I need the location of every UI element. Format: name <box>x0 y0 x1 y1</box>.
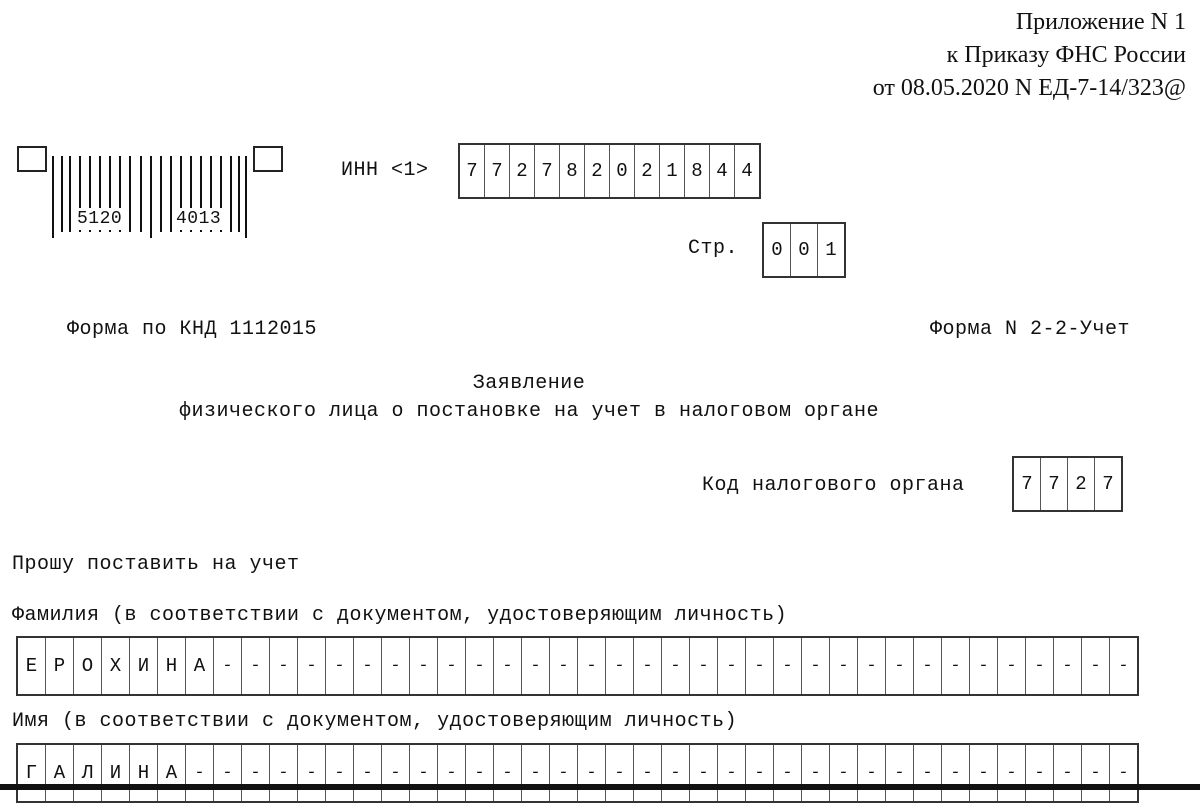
appendix-line-3: от 08.05.2020 N ЕД-7-14/323@ <box>872 75 1186 101</box>
inn-digit-cell: 2 <box>509 145 534 197</box>
inn-digit-cell: 2 <box>634 145 659 197</box>
surname-letter-cell: - <box>353 638 381 694</box>
first-name-letter-cell: - <box>353 745 381 801</box>
surname-letter-cell: - <box>437 638 465 694</box>
first-name-letter-cell: - <box>801 745 829 801</box>
first-name-letter-cell: Л <box>73 745 101 801</box>
surname-letter-cell: - <box>773 638 801 694</box>
first-name-letter-cell: - <box>997 745 1025 801</box>
surname-field[interactable] <box>16 636 1139 696</box>
barcode-bar <box>61 156 63 232</box>
first-name-letter-cell: И <box>101 745 129 801</box>
inn-digit-cell: 4 <box>709 145 734 197</box>
page-digit-cell: 1 <box>817 224 844 276</box>
barcode-number-2: 4013 <box>176 209 222 229</box>
first-name-letter-cell: - <box>409 745 437 801</box>
surname-letter-cell: - <box>941 638 969 694</box>
barcode-bar <box>52 156 54 238</box>
surname-letter-cell: - <box>241 638 269 694</box>
inn-digit-cell: 7 <box>484 145 509 197</box>
surname-letter-cell: - <box>605 638 633 694</box>
inn-digit-cell: 0 <box>609 145 634 197</box>
first-name-letter-cell: - <box>325 745 353 801</box>
barcode-bar <box>170 156 172 232</box>
barcode-bar <box>140 156 142 232</box>
registration-marker-left <box>17 146 47 172</box>
appendix-line-2: к Приказу ФНС России <box>946 42 1186 68</box>
first-name-letter-cell: - <box>1081 745 1109 801</box>
first-name-letter-cell: - <box>297 745 325 801</box>
surname-letter-cell: - <box>381 638 409 694</box>
first-name-letter-cell: - <box>269 745 297 801</box>
first-name-letter-cell: А <box>157 745 185 801</box>
barcode-bar <box>238 156 240 232</box>
tax-authority-label: Код налогового органа <box>702 474 965 497</box>
surname-letter-cell: - <box>325 638 353 694</box>
surname-label: Фамилия (в соответствии с документом, удостоверяющим личность) <box>12 604 788 627</box>
surname-letter-cell: - <box>997 638 1025 694</box>
tax-code-digit-cell: 7 <box>1021 473 1033 495</box>
tax-code-digit-cell: 2 <box>1067 458 1094 510</box>
first-name-letter-cell: - <box>913 745 941 801</box>
document-title <box>0 370 1058 426</box>
first-name-letter-cell: - <box>577 745 605 801</box>
first-name-letter-cell: - <box>1109 745 1137 801</box>
first-name-letter-cell: - <box>829 745 857 801</box>
first-name-letter-cell: - <box>689 745 717 801</box>
surname-letter-cell: - <box>1081 638 1109 694</box>
barcode-bar <box>245 156 247 238</box>
surname-letter-cell: А <box>185 638 213 694</box>
surname-letter-cell: - <box>577 638 605 694</box>
surname-letter-cell: Е <box>25 655 38 677</box>
first-name-letter-cell: - <box>437 745 465 801</box>
surname-letter-cell: - <box>745 638 773 694</box>
first-name-letter-cell: - <box>549 745 577 801</box>
surname-letter-cell: - <box>549 638 577 694</box>
surname-letter-cell: - <box>689 638 717 694</box>
first-name-letter-cell: - <box>381 745 409 801</box>
surname-letter-cell: - <box>1109 638 1137 694</box>
form-barcode <box>52 150 247 238</box>
surname-letter-cell: - <box>717 638 745 694</box>
inn-digit-cell: 8 <box>559 145 584 197</box>
surname-letter-cell: - <box>1025 638 1053 694</box>
registration-marker-right <box>253 146 283 172</box>
barcode-number-1: 5120 <box>77 209 123 229</box>
first-name-letter-cell: - <box>465 745 493 801</box>
surname-letter-cell: - <box>913 638 941 694</box>
inn-digit-cell: 2 <box>584 145 609 197</box>
tax-code-digit-cell: 7 <box>1040 458 1067 510</box>
surname-letter-cell: - <box>829 638 857 694</box>
form-knd-code: Форма по КНД 1112015 <box>67 318 318 341</box>
surname-letter-cell: - <box>969 638 997 694</box>
barcode-bar <box>230 156 232 232</box>
first-name-label: Имя (в соответствии с документом, удостоверяющим личность) <box>12 710 738 733</box>
surname-letter-cell: - <box>801 638 829 694</box>
surname-letter-cell: И <box>129 638 157 694</box>
first-name-letter-cell: - <box>941 745 969 801</box>
first-name-letter-cell: - <box>521 745 549 801</box>
first-name-letter-cell: - <box>885 745 913 801</box>
barcode-bar <box>150 156 152 238</box>
page-bottom-edge <box>0 784 1200 790</box>
first-name-letter-cell: - <box>661 745 689 801</box>
inn-digit-cell: 7 <box>466 160 478 182</box>
surname-letter-cell: О <box>73 638 101 694</box>
surname-letter-cell: - <box>857 638 885 694</box>
form-number: Форма N 2-2-Учет <box>929 318 1130 341</box>
surname-letter-cell: - <box>269 638 297 694</box>
first-name-field[interactable] <box>16 743 1139 803</box>
inn-digit-cell: 8 <box>684 145 709 197</box>
surname-letter-cell: - <box>213 638 241 694</box>
barcode-bar <box>160 156 162 232</box>
surname-letter-cell: - <box>521 638 549 694</box>
first-name-letter-cell: - <box>717 745 745 801</box>
tax-authority-code-field[interactable] <box>1012 456 1123 512</box>
appendix-header <box>873 6 1186 105</box>
barcode-bar <box>69 156 71 232</box>
barcode-bar <box>129 156 131 232</box>
page-digit-cell: 0 <box>771 239 783 261</box>
first-name-letter-cell: - <box>213 745 241 801</box>
first-name-letter-cell: - <box>857 745 885 801</box>
first-name-letter-cell: - <box>241 745 269 801</box>
surname-letter-cell: Х <box>101 638 129 694</box>
surname-letter-cell: - <box>297 638 325 694</box>
inn-field[interactable] <box>458 143 761 199</box>
surname-letter-cell: - <box>465 638 493 694</box>
first-name-letter-cell: - <box>773 745 801 801</box>
surname-letter-cell: - <box>633 638 661 694</box>
inn-label: ИНН <1> <box>341 159 429 182</box>
surname-letter-cell: - <box>661 638 689 694</box>
surname-letter-cell: Р <box>45 638 73 694</box>
first-name-letter-cell: - <box>745 745 773 801</box>
first-name-letter-cell: - <box>493 745 521 801</box>
first-name-letter-cell: Н <box>129 745 157 801</box>
surname-letter-cell: - <box>885 638 913 694</box>
surname-letter-cell: - <box>493 638 521 694</box>
title-line-2: физического лица о постановке на учет в налоговом органе <box>178 400 880 423</box>
first-name-letter-cell: - <box>1025 745 1053 801</box>
first-name-letter-cell: А <box>45 745 73 801</box>
page-label: Стр. <box>688 237 739 260</box>
first-name-letter-cell: - <box>633 745 661 801</box>
first-name-letter-cell: - <box>969 745 997 801</box>
surname-letter-cell: - <box>1053 638 1081 694</box>
surname-letter-cell: Н <box>157 638 185 694</box>
inn-digit-cell: 1 <box>659 145 684 197</box>
appendix-line-1: Приложение N 1 <box>1015 9 1186 35</box>
request-statement: Прошу поставить на учет <box>12 553 300 576</box>
first-name-letter-cell: Г <box>25 762 38 784</box>
inn-digit-cell: 4 <box>734 145 759 197</box>
surname-letter-cell: - <box>409 638 437 694</box>
tax-code-digit-cell: 7 <box>1094 458 1121 510</box>
title-line-1: Заявление <box>472 372 586 395</box>
page-digit-cell: 0 <box>790 224 817 276</box>
inn-digit-cell: 7 <box>534 145 559 197</box>
page-number-field[interactable] <box>762 222 846 278</box>
first-name-letter-cell: - <box>605 745 633 801</box>
first-name-letter-cell: - <box>185 745 213 801</box>
first-name-letter-cell: - <box>1053 745 1081 801</box>
